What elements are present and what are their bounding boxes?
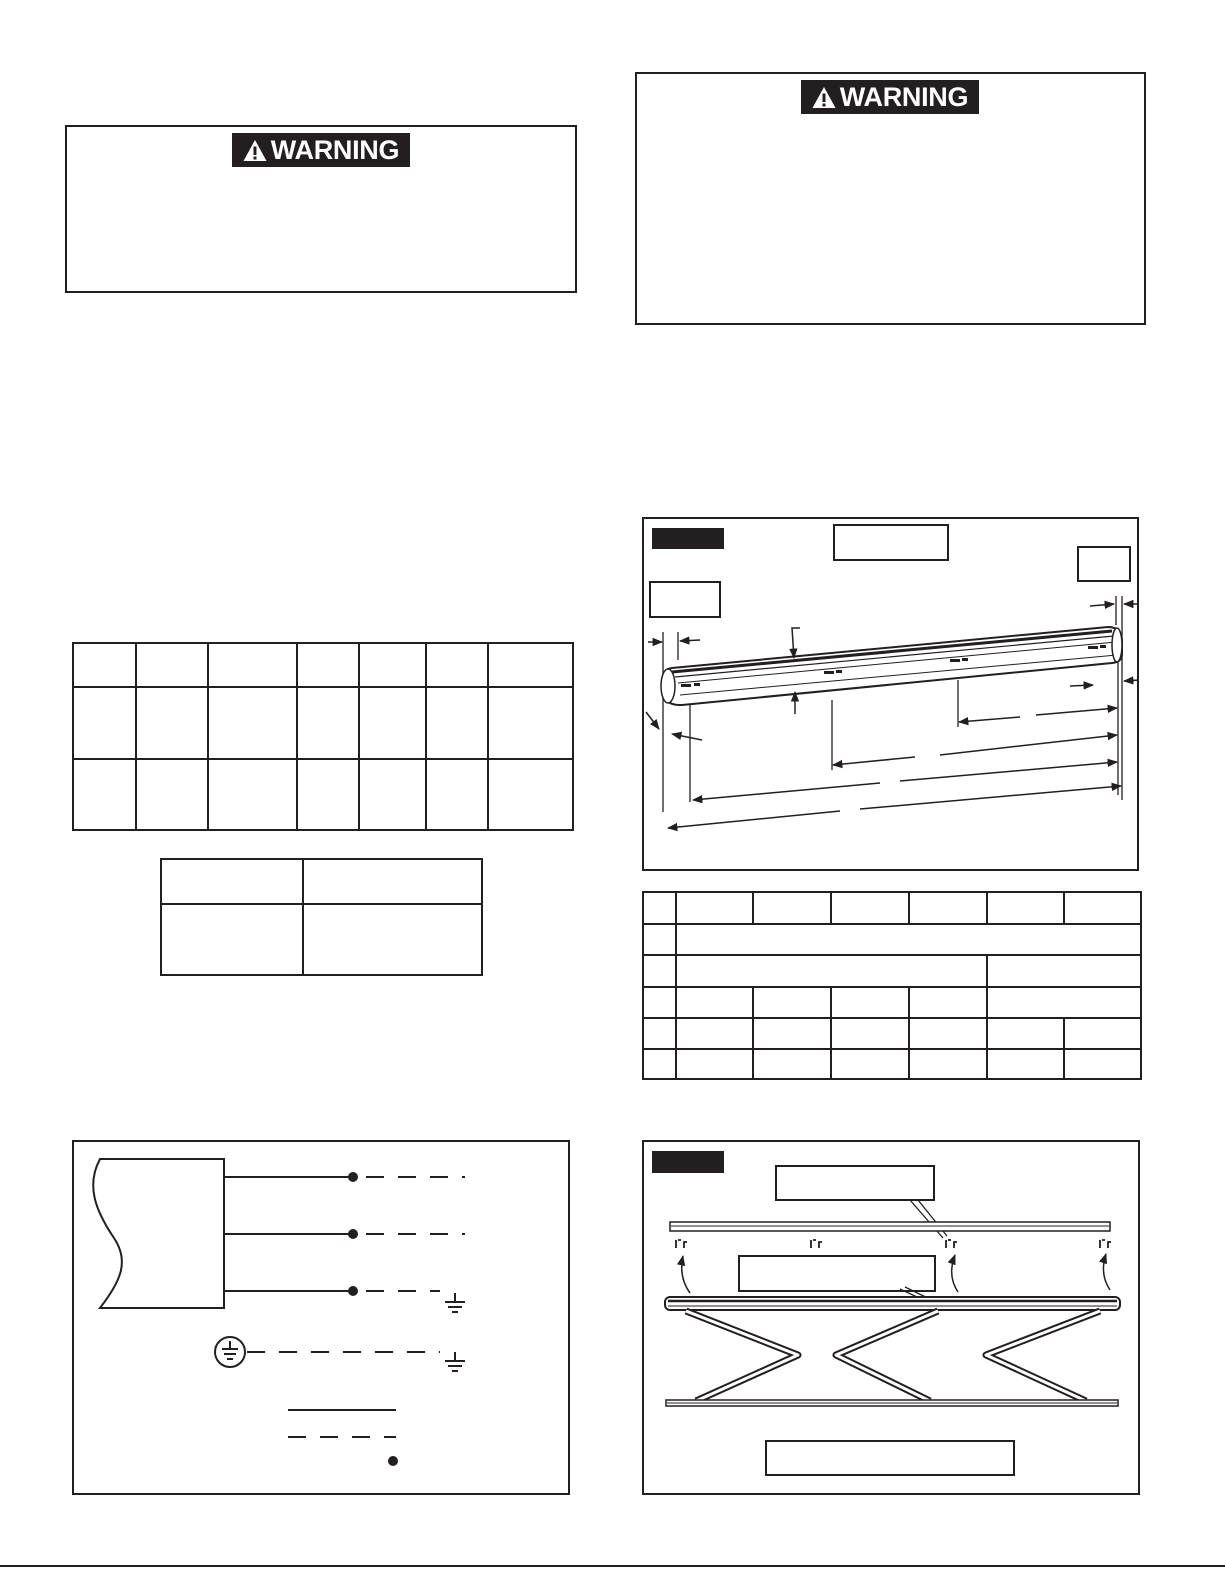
table-cell bbox=[208, 759, 297, 830]
table-row bbox=[643, 955, 1141, 987]
table-cell bbox=[676, 1049, 753, 1079]
callout-box bbox=[834, 525, 948, 560]
table-row bbox=[73, 687, 573, 759]
mounting-rail bbox=[670, 1222, 1110, 1231]
table-cell bbox=[297, 759, 359, 830]
wire-connection-dots bbox=[348, 1172, 358, 1296]
table-cell bbox=[73, 643, 136, 687]
mounting-hooks bbox=[676, 1240, 1111, 1248]
dimension-figure bbox=[642, 517, 1139, 871]
callout-box bbox=[739, 1256, 935, 1291]
warning-triangle-icon bbox=[812, 86, 836, 109]
table-cell bbox=[1064, 1018, 1141, 1049]
spec-table-3 bbox=[642, 891, 1142, 1080]
lift-arrows bbox=[682, 1254, 1110, 1293]
table-cell bbox=[297, 687, 359, 759]
table-cell bbox=[831, 1018, 909, 1049]
page-footer-rule bbox=[0, 1565, 1225, 1567]
table-cell bbox=[987, 1018, 1064, 1049]
ground-icon bbox=[445, 1352, 465, 1371]
table-cell bbox=[987, 987, 1141, 1018]
table-cell bbox=[676, 892, 753, 924]
table-cell bbox=[676, 1018, 753, 1049]
table-row bbox=[643, 1018, 1141, 1049]
table-cell bbox=[831, 892, 909, 924]
table-cell bbox=[753, 1049, 831, 1079]
table-row bbox=[161, 904, 482, 975]
callout-box bbox=[766, 1441, 1014, 1475]
table-row bbox=[643, 1049, 1141, 1079]
table-cell bbox=[303, 859, 482, 904]
table-cell bbox=[676, 924, 1141, 955]
fixture-housing bbox=[93, 1159, 224, 1308]
table-row bbox=[643, 924, 1141, 955]
table-cell bbox=[909, 892, 987, 924]
figure-tab bbox=[652, 528, 724, 549]
table-cell bbox=[831, 1049, 909, 1079]
leader-lines bbox=[900, 1200, 947, 1305]
base-rail bbox=[666, 1400, 1118, 1406]
table-cell bbox=[161, 859, 303, 904]
light-fixture bbox=[665, 1297, 1120, 1310]
callout-box bbox=[1078, 547, 1130, 581]
warning-label-text: WARNING bbox=[839, 82, 969, 112]
table-cell bbox=[359, 759, 426, 830]
table-cell bbox=[297, 643, 359, 687]
table-cell bbox=[643, 1018, 676, 1049]
table-cell bbox=[753, 1018, 831, 1049]
table-header-row bbox=[161, 859, 482, 904]
table-cell bbox=[359, 643, 426, 687]
table-cell bbox=[1064, 892, 1141, 924]
table-cell bbox=[208, 643, 297, 687]
table-header-row bbox=[643, 892, 1141, 924]
table-cell bbox=[426, 687, 488, 759]
table-cell bbox=[426, 643, 488, 687]
table-cell bbox=[909, 987, 987, 1018]
table-cell bbox=[426, 759, 488, 830]
table-cell bbox=[909, 1049, 987, 1079]
warning-box-left bbox=[65, 125, 577, 293]
table-cell bbox=[643, 955, 676, 987]
table-cell bbox=[359, 687, 426, 759]
figure-tab bbox=[652, 1151, 724, 1173]
table-cell bbox=[73, 759, 136, 830]
warning-label bbox=[801, 80, 979, 114]
mounting-figure bbox=[642, 1140, 1140, 1495]
legend-dot bbox=[388, 1456, 398, 1466]
table-row bbox=[73, 759, 573, 830]
warning-box-right bbox=[635, 72, 1146, 325]
spec-table-2 bbox=[160, 858, 483, 976]
table-cell bbox=[488, 759, 573, 830]
table-cell bbox=[136, 759, 208, 830]
table-cell bbox=[643, 1049, 676, 1079]
table-cell bbox=[643, 924, 676, 955]
table-cell bbox=[987, 955, 1141, 987]
supply-wires bbox=[224, 1177, 465, 1291]
table-cell bbox=[909, 1018, 987, 1049]
ground-icon bbox=[445, 1293, 465, 1312]
table-cell bbox=[136, 687, 208, 759]
table-cell bbox=[208, 687, 297, 759]
warning-label bbox=[232, 133, 410, 167]
table-cell bbox=[161, 904, 303, 975]
wiring-diagram bbox=[72, 1140, 570, 1495]
warning-label-text: WARNING bbox=[270, 135, 400, 165]
spec-table-1 bbox=[72, 642, 574, 831]
table-cell bbox=[136, 643, 208, 687]
table-cell bbox=[987, 892, 1064, 924]
callout-box bbox=[776, 1166, 934, 1200]
table-cell bbox=[1064, 1049, 1141, 1079]
extension-lines bbox=[663, 596, 1122, 812]
table-cell bbox=[753, 987, 831, 1018]
earth-ground-icon bbox=[215, 1337, 245, 1367]
table-cell bbox=[488, 687, 573, 759]
warning-triangle-icon bbox=[243, 139, 267, 162]
table-cell bbox=[488, 643, 573, 687]
table-cell bbox=[676, 987, 753, 1018]
callout-box bbox=[650, 582, 720, 617]
table-header-row bbox=[73, 643, 573, 687]
table-cell bbox=[831, 987, 909, 1018]
table-cell bbox=[643, 987, 676, 1018]
table-row bbox=[643, 987, 1141, 1018]
table-cell bbox=[987, 1049, 1064, 1079]
table-cell bbox=[303, 904, 482, 975]
support-stand bbox=[686, 1311, 1100, 1401]
table-cell bbox=[676, 955, 987, 987]
table-cell bbox=[73, 687, 136, 759]
table-cell bbox=[643, 892, 676, 924]
table-cell bbox=[753, 892, 831, 924]
light-fixture bbox=[661, 627, 1122, 705]
wiring-legend bbox=[288, 1410, 398, 1466]
